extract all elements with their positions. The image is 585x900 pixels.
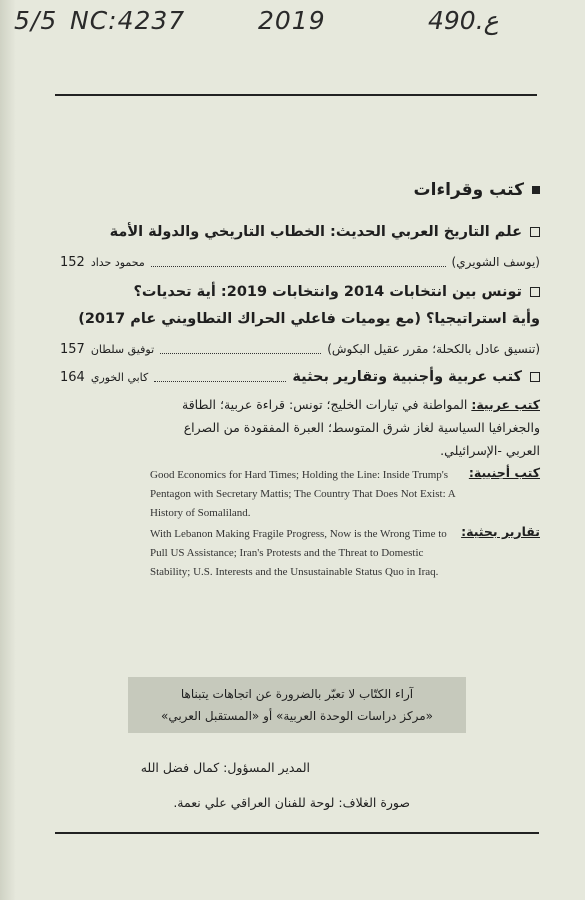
- reports-text: With Lebanon Making Fragile Progress, Now is the Wrong Time to Pull US Assistance; Iran's Protests and the Threat to Domestic Stability; U.S. Interests and the Unsustainable Status Quo in Iraq.: [150, 528, 447, 578]
- entry-2-byline: [60, 340, 540, 358]
- director-credit: المدير المسؤول: كمال فضل الله: [140, 760, 310, 775]
- entry-1-note: (يوسف الشويري): [451, 255, 540, 269]
- checkbox-bullet-icon: [530, 372, 540, 382]
- reports-label: [461, 524, 540, 539]
- bottom-divider: [55, 832, 539, 834]
- entry-3-title: كتب عربية وأجنبية وتقارير بحثية: [292, 369, 522, 385]
- entry-2-note: (تنسيق عادل بالكحلة؛ مقرر عقيل البكوش): [327, 342, 540, 356]
- handwritten-number: 490.ع: [428, 6, 499, 35]
- reports-label-text: تقارير بحثية:: [461, 524, 540, 539]
- arabic-books-line-2: والجغرافيا السياسية لغاز شرق المتوسط؛ العبرة المفقودة من الصراع: [183, 420, 540, 435]
- entry-1-author: محمود حداد: [90, 255, 145, 269]
- entry-3-row: [60, 368, 540, 386]
- entry-1-title: [110, 224, 540, 240]
- disclaimer-line-2: «مركز دراسات الوحدة العربية» أو «المستقبل العربي»: [160, 709, 433, 723]
- square-bullet-icon: [532, 186, 540, 194]
- entry-2-title-text-1: تونس بين انتخابات 2014 وانتخابات 2019: أية تحديات؟: [133, 284, 522, 300]
- disclaimer-box: [128, 677, 466, 733]
- arabic-books-label: كتب عربية:: [471, 397, 540, 412]
- leader-dots: [160, 345, 321, 354]
- foreign-books-text: Good Economics for Hard Times; Holding the Line: Inside Trump's Pentagon with Secretary Mattis; The Country That Does Not Exist: A History of Somaliland.: [150, 469, 456, 519]
- entry-2-page: 157: [60, 341, 85, 357]
- leader-dots: [151, 258, 446, 267]
- page-spine-shadow: [0, 0, 16, 900]
- entry-3-page: 164: [60, 369, 85, 385]
- entry-2-author: توفيق سلطان: [90, 342, 155, 356]
- disclaimer-line-1: آراء الكتّاب لا تعبّر بالضرورة عن اتجاهات يتبناها: [180, 687, 414, 701]
- arabic-books-text-1: المواطنة في تيارات الخليج؛ تونس: قراءة عربية؛ الطاقة: [182, 397, 468, 412]
- handwritten-code: NC:4237: [70, 6, 186, 35]
- checkbox-bullet-icon: [530, 287, 540, 297]
- top-divider: [55, 94, 537, 96]
- leader-dots: [154, 373, 286, 382]
- entry-1-title-text: علم التاريخ العربي الحديث: الخطاب التاريخي والدولة الأمة: [109, 224, 522, 240]
- entry-2-title-line-1: [133, 284, 540, 300]
- entry-2-title-line-2: وأية استراتيجيا؟ (مع يوميات فاعلي الحراك التطاويني عام 2017): [78, 311, 540, 327]
- section-title: كتب وقراءات: [413, 180, 524, 200]
- arabic-books-line-3: العربي -الإسرائيلي.: [440, 443, 540, 458]
- cover-credit: صورة الغلاف: لوحة للفنان العراقي علي نعمة.: [173, 795, 410, 810]
- entry-1-byline: [60, 253, 540, 271]
- arabic-books-line-1: [182, 397, 540, 412]
- checkbox-bullet-icon: [530, 227, 540, 237]
- handwritten-fraction: 5/5: [14, 6, 58, 35]
- entry-3-author: كابي الخوري: [90, 370, 149, 384]
- foreign-books-label-text: كتب أجنبية:: [468, 465, 540, 480]
- handwritten-year: 2019: [258, 6, 326, 35]
- entry-1-page: 152: [60, 254, 85, 270]
- section-heading: [414, 180, 540, 200]
